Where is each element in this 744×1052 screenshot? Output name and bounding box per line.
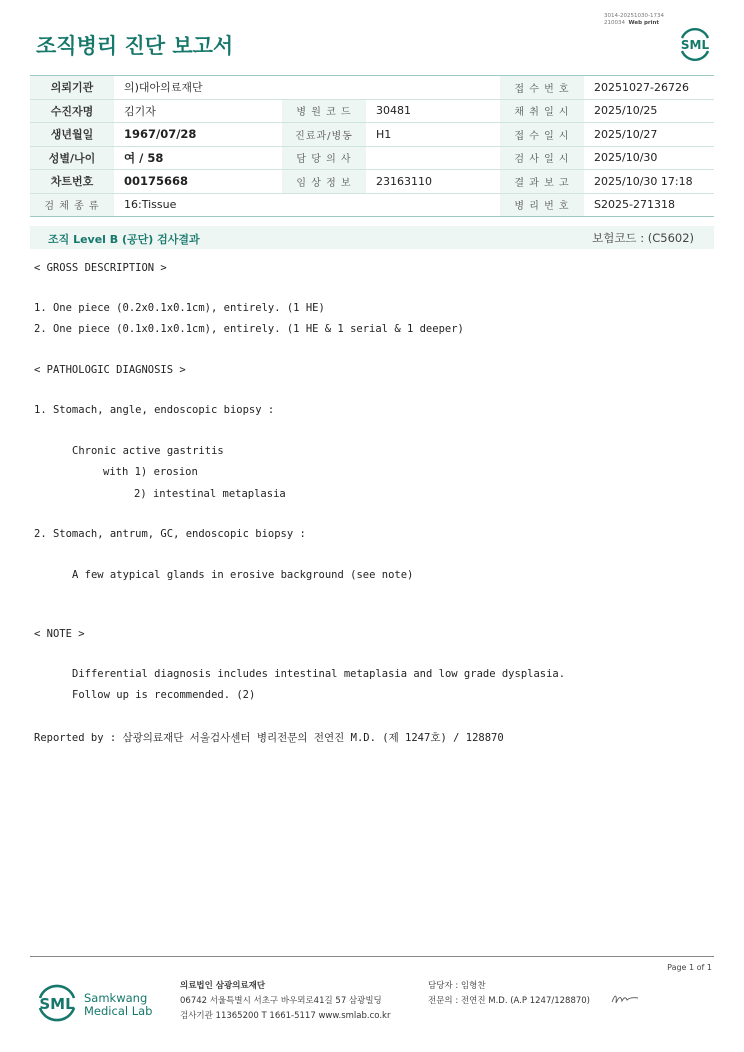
- gross-item: 1. One piece (0.2x0.1x0.1cm), entirely. (1 HE): [34, 302, 325, 314]
- reported-by: Reported by : 삼광의료재단 서울검사센터 병리전문의 전연진 M.D. (제 1247호) / 128870: [34, 732, 504, 744]
- info-value: 00175668: [114, 170, 282, 194]
- info-row: [30, 146, 714, 170]
- info-value: [366, 146, 500, 170]
- org-contact: 검사기관 11365200 T 1661-5117 www.smlab.co.kr: [180, 1011, 391, 1021]
- info-label: 차트번호: [30, 170, 114, 194]
- info-label: 생년월일: [30, 123, 114, 147]
- info-value: 김기자: [114, 99, 282, 123]
- result-section-header: [30, 226, 714, 249]
- info-label: 진료과/병동: [282, 123, 366, 147]
- info-value: 30481: [366, 99, 500, 123]
- print-id: 3014-20251030-1734: [604, 13, 664, 19]
- note-header: < NOTE >: [34, 628, 85, 640]
- info-value: 여 / 58: [114, 146, 282, 170]
- info-row: [30, 193, 714, 217]
- info-label: 병 원 코 드: [282, 99, 366, 123]
- footer-divider: [30, 956, 714, 957]
- info-value: 1967/07/28: [114, 123, 282, 147]
- info-row: [30, 170, 714, 194]
- diagnosis-detail: with 1) erosion: [103, 466, 198, 478]
- page-title: 조직병리 진단 보고서: [36, 34, 234, 58]
- samkwang-logo: [36, 978, 154, 1026]
- info-label: 접 수 번 호: [500, 76, 584, 100]
- diagnosis-item: 2. Stomach, antrum, GC, endoscopic biopsy :: [34, 528, 306, 540]
- page-number: Page 1 of 1: [667, 963, 712, 972]
- info-label: 수진자명: [30, 99, 114, 123]
- diagnosis-detail: A few atypical glands in erosive background (see note): [72, 569, 414, 581]
- footer-logo-text: SML: [39, 995, 75, 1013]
- gross-header: < GROSS DESCRIPTION >: [34, 262, 167, 274]
- diagnosis-item: 1. Stomach, angle, endoscopic biopsy :: [34, 404, 275, 416]
- manager: 담당자 : 임형찬: [428, 981, 486, 991]
- info-label: 임 상 정 보: [282, 170, 366, 194]
- info-value: 2025/10/27: [584, 123, 714, 147]
- patient-info-table: [30, 75, 714, 217]
- note-text: Differential diagnosis includes intestinal metaplasia and low grade dysplasia.: [72, 668, 566, 680]
- info-value: 16:Tissue: [114, 193, 500, 217]
- info-value: 20251027-26726: [584, 76, 714, 100]
- info-label: 검 체 종 류: [30, 193, 114, 217]
- org-address: 06742 서울특별시 서초구 바우뫼로41길 57 삼광빌딩: [180, 996, 382, 1006]
- info-value: H1: [366, 123, 500, 147]
- gross-item: 2. One piece (0.1x0.1x0.1cm), entirely. (1 HE & 1 serial & 1 deeper): [34, 323, 464, 335]
- info-value: 2025/10/30: [584, 146, 714, 170]
- info-label: 검 사 일 시: [500, 146, 584, 170]
- info-label: 접 수 일 시: [500, 123, 584, 147]
- info-label: 결 과 보 고: [500, 170, 584, 194]
- signature: [610, 992, 640, 1006]
- info-value: 2025/10/25: [584, 99, 714, 123]
- info-value: 2025/10/30 17:18: [584, 170, 714, 194]
- brand-line-2: Medical Lab: [84, 1004, 153, 1018]
- info-value: 23163110: [366, 170, 500, 194]
- print-time: 210034: [604, 20, 625, 26]
- web-print-label: Web print: [628, 20, 660, 26]
- footer-address-block: [180, 979, 390, 1024]
- info-label: 채 취 일 시: [500, 99, 584, 123]
- info-row: [30, 76, 714, 100]
- footer-staff-block: [428, 979, 590, 1009]
- brand-line-1: Samkwang: [84, 991, 148, 1005]
- print-info: [604, 13, 664, 27]
- info-label: 의뢰기관: [30, 76, 114, 100]
- diagnosis-detail: Chronic active gastritis: [72, 445, 224, 457]
- section-title: 조직 Level B (공단) 검사결과: [48, 233, 200, 246]
- org-name: 의료법인 삼광의료재단: [180, 981, 266, 991]
- info-row: [30, 99, 714, 123]
- info-label: 병 리 번 호: [500, 193, 584, 217]
- info-row: [30, 123, 714, 147]
- info-label: 성별/나이: [30, 146, 114, 170]
- info-value: 의)대아의료재단: [114, 76, 500, 100]
- info-label: 담 당 의 사: [282, 146, 366, 170]
- info-value: S2025-271318: [584, 193, 714, 217]
- sml-logo-text: SML: [680, 38, 710, 52]
- note-text: Follow up is recommended. (2): [72, 689, 256, 701]
- diagnosis-detail: 2) intestinal metaplasia: [134, 488, 286, 500]
- specialist: 전문의 : 전연진 M.D. (A.P 1247/128870): [428, 996, 590, 1006]
- diagnosis-header: < PATHOLOGIC DIAGNOSIS >: [34, 364, 186, 376]
- sml-logo: [676, 24, 714, 64]
- insurance-code: 보험코드 : (C5602): [592, 231, 694, 245]
